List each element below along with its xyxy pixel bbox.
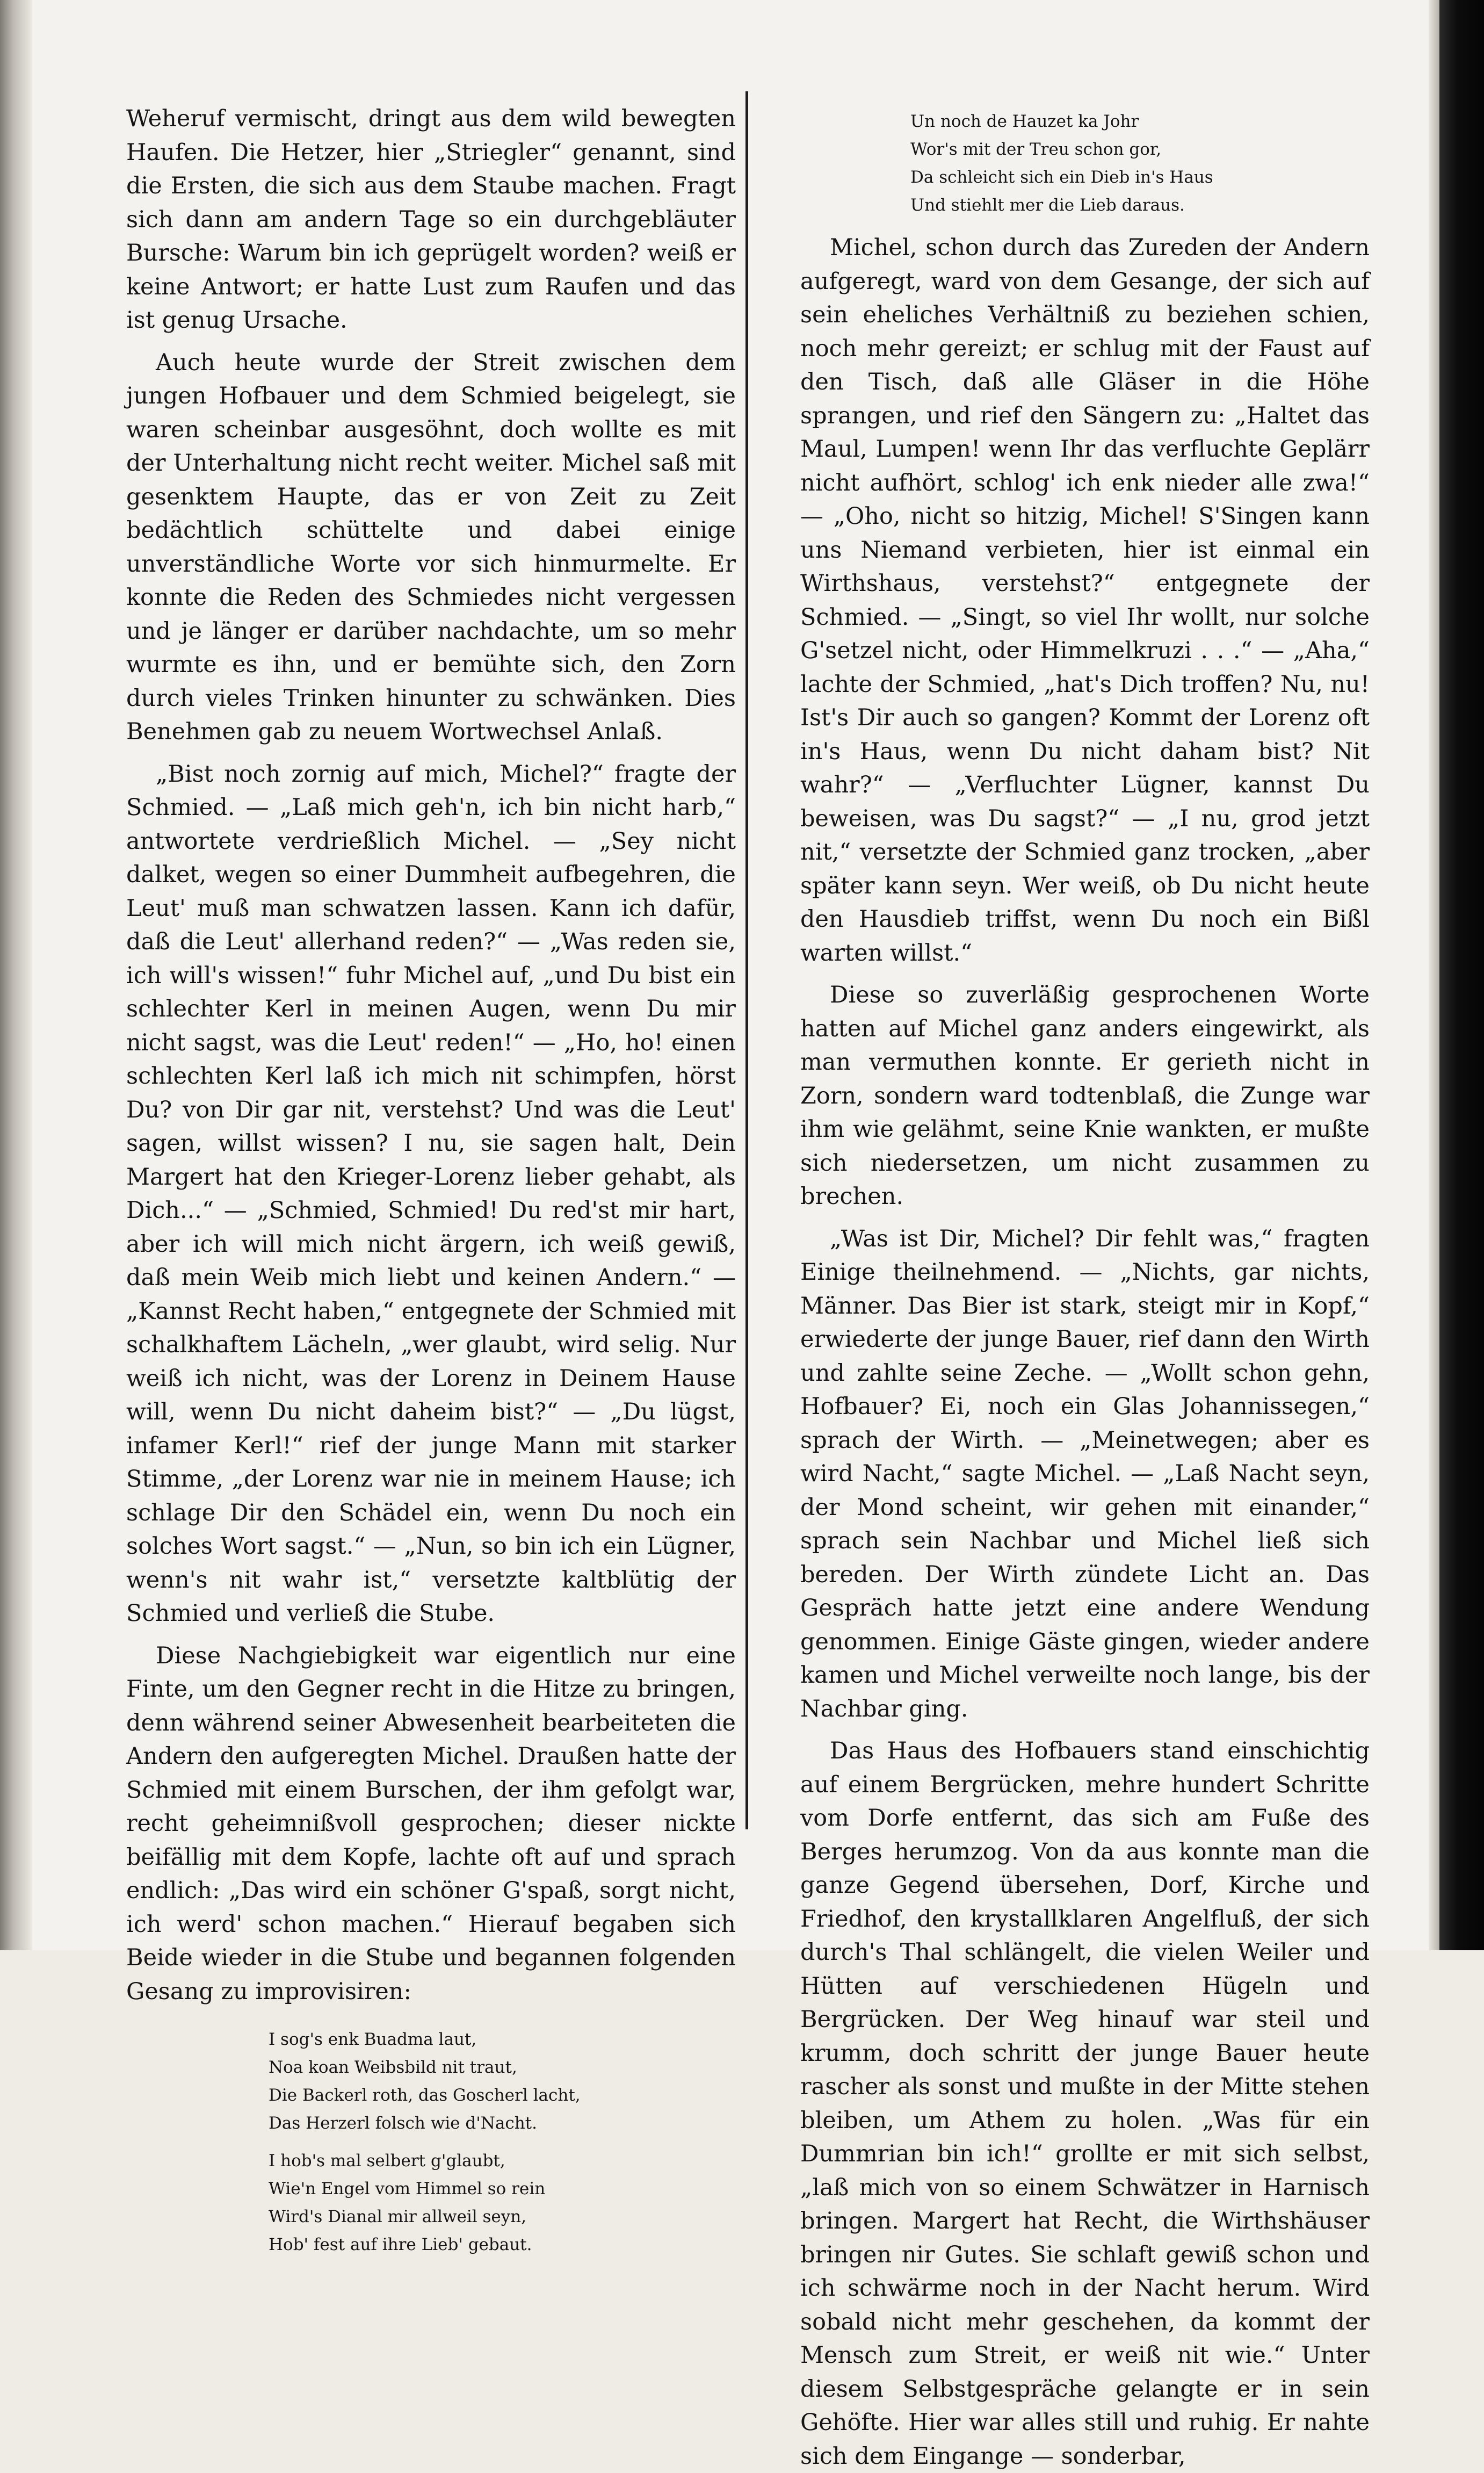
column-divider	[745, 91, 748, 1829]
verse-line: Das Herzerl folsch wie d'Nacht.	[269, 2114, 537, 2133]
verse-line: Wie'n Engel vom Himmel so rein	[269, 2179, 546, 2198]
verse-line: Wor's mit der Treu schon gor,	[910, 140, 1162, 159]
paragraph: Weheruf vermischt, dringt aus dem wild bewegten Haufen. Die Hetzer, hier „Striegler“ genannt, sind die Ersten, die sich aus dem Staube machen. Fragt sich dann am andern Tage so ein durchgebläuter Bursche: Warum bin ich geprügelt worden? weiß er keine Antwort; er hatte Lust zum Raufen und das ist genug Ursache.	[126, 105, 736, 334]
page-fold	[1429, 0, 1439, 1950]
page-edge-right	[1439, 0, 1484, 1950]
paragraph: Diese so zuverläßig gesprochenen Worte hatten auf Michel ganz anders eingewirkt, als man vermuthen konnte. Er gerieth nicht in Zorn, sondern ward todtenblaß, die Zunge war ihm wie gelähmt, seine Knie wankten, er mußte sich niedersetzen, um nicht zusammen zu brechen.	[800, 982, 1370, 1210]
verse-stanza-1	[126, 2025, 736, 2137]
verse-line: I hob's mal selbert g'glaubt,	[269, 2151, 505, 2171]
paragraph: Diese Nachgiebigkeit war eigentlich nur eine Finte, um den Gegner recht in die Hitze zu bringen, denn während seiner Abwesenheit bearbeiteten die Andern den aufgeregten Michel. Draußen hatte der Schmied mit einem Burschen, der ihm gefolgt war, recht geheimnißvoll gesprochen; dieser nickte beifällig mit dem Kopfe, lachte oft auf und sprach endlich: „Das wird ein schöner G'spaß, sorgt nicht, ich werd' schon machen.“ Hierauf begaben sich Beide wieder in die Stube und begannen folgenden Gesang zu improvisiren:	[126, 1642, 736, 2005]
right-column	[800, 107, 1370, 2470]
paragraph: Auch heute wurde der Streit zwischen dem jungen Hofbauer und dem Schmied beigelegt, sie waren scheinbar ausgesöhnt, doch wollte es mit der Unterhaltung nicht recht weiter. Michel saß mit gesenktem Haupte, das er von Zeit zu Zeit bedächtlich schüttelte und dabei einige unverständliche Worte vor sich hinmurmelte. Er konnte die Reden des Schmiedes nicht vergessen und je länger er darüber nachdachte, um so mehr wurmte es ihn, und er bemühte sich, den Zorn durch vieles Trinken hinunter zu schwänken. Dies Benehmen gab zu neuem Wortwechsel Anlaß.	[126, 349, 736, 745]
paragraph: Das Haus des Hofbauers stand einschichtig auf einem Bergrücken, mehre hundert Schritte vom Dorfe entfernt, das sich am Fuße des Berges herumzog. Von da aus konnte man die ganze Gegend übersehen, Dorf, Kirche und Friedhof, den krystallklaren Angelfluß, der sich durch's Thal schlängelt, die vielen Weiler und Hütten auf verschiedenen Hügeln und Bergrücken. Der Weg hinauf war steil und krumm, doch schritt der junge Bauer heute rascher als sonst und mußte in der Mitte stehen bleiben, um Athem zu holen. „Was für ein Dummrian bin ich!“ grollte er mit sich selbst, „laß mich von so einem Schwätzer in Harnisch bringen. Margert hat Recht, die Wirthshäuser bringen nir Gutes. Sie schlaft gewiß schon und ich schwärme noch in der Nacht herum. Wird sobald nicht mehr geschehen, da kommt der Mensch zum Streit, er weiß nit wie.“ Unter diesem Selbstgespräche gelangte er in sein Gehöfte. Hier war alles still und ruhig. Er nahte sich dem Eingange — sonderbar,	[800, 1737, 1370, 2470]
paragraph: Michel, schon durch das Zureden der Andern aufgeregt, ward von dem Gesange, der sich auf sein eheliches Verhältniß zu beziehen schien, noch mehr gereizt; er schlug mit der Faust auf den Tisch, daß alle Gläser in die Höhe sprangen, und rief den Sängern zu: „Haltet das Maul, Lumpen! wenn Ihr das verfluchte Geplärr nicht aufhört, schlog' ich enk nieder alle zwa!“ — „Oho, nicht so hitzig, Michel! S'Singen kann uns Niemand verbieten, hier ist einmal ein Wirthshaus, verstehst?“ entgegnete der Schmied. — „Singt, so viel Ihr wollt, nur solche G'setzel nicht, oder Himmelkruzi . . .“ — „Aha,“ lachte der Schmied, „hat's Dich troffen? Nu, nu! Ist's Dir auch so gangen? Kommt der Lorenz oft in's Haus, wenn Du nicht daham bist? Nit wahr?“ — „Verfluchter Lügner, kannst Du beweisen, was Du sagst?“ — „I nu, grod jetzt nit,“ versetzte der Schmied ganz trocken, „aber später kann seyn. Wer weiß, ob Du nicht heute den Hausdieb triffst, wenn Du noch ein Bißl warten willst.“	[800, 234, 1370, 967]
verse-stanza-2	[126, 2147, 736, 2259]
page-edge-left	[0, 0, 32, 1950]
verse-line: Hob' fest auf ihre Lieb' gebaut.	[269, 2235, 532, 2254]
left-column	[126, 102, 736, 2254]
verse-line: Wird's Dianal mir allweil seyn,	[269, 2207, 527, 2226]
paragraph: „Was ist Dir, Michel? Dir fehlt was,“ fragten Einige theilnehmend. — „Nichts, gar nichts, Männer. Das Bier ist stark, steigt mir in Kopf,“ erwiederte der junge Bauer, rief dann den Wirth und zahlte seine Zeche. — „Wollt schon gehn, Hofbauer? Ei, noch ein Glas Johannissegen,“ sprach der Wirth. — „Meinetwegen; aber es wird Nacht,“ sagte Michel. — „Laß Nacht seyn, der Mond scheint, wir gehen mit einander,“ sprach sein Nachbar und Michel ließ sich bereden. Der Wirth zündete Licht an. Das Gespräch hatte jetzt eine andere Wendung genommen. Einige Gäste gingen, wieder andere kamen und Michel verweilte noch lange, bis der Nachbar ging.	[800, 1225, 1370, 1722]
verse-line: Da schleicht sich ein Dieb in's Haus	[910, 168, 1213, 187]
verse-line: Die Backerl roth, das Goscherl lacht,	[269, 2086, 581, 2105]
paragraph: „Bist noch zornig auf mich, Michel?“ fragte der Schmied. — „Laß mich geh'n, ich bin nicht harb,“ antwortete verdrießlich Michel. — „Sey nicht dalket, wegen so einer Dummheit aufbegehren, die Leut' muß man schwatzen lassen. Kann ich dafür, daß die Leut' allerhand reden?“ — „Was reden sie, ich will's wissen!“ fuhr Michel auf, „und Du bist ein schlechter Kerl in meinen Augen, wenn Du mir nicht sagst, was die Leut' reden!“ — „Ho, ho! einen schlechten Kerl laß ich mich nit schimpfen, hörst Du? von Dir gar nit, verstehst? Und was die Leut' sagen, willst wissen? I nu, sie sagen halt, Dein Margert hat den Krieger-Lorenz lieber gehabt, als Dich...“ — „Schmied, Schmied! Du red'st mir hart, aber ich will mich nicht ärgern, ich weiß gewiß, daß mein Weib mich liebt und keinen Andern.“ — „Kannst Recht haben,“ entgegnete der Schmied mit schalkhaftem Lächeln, „wer glaubt, wird selig. Nur weiß ich nicht, was der Lorenz in Deinem Hause will, wenn Du nicht daheim bist?“ — „Du lügst, infamer Kerl!“ rief der junge Mann mit starker Stimme, „der Lorenz war nie in meinem Hause; ich schlage Dir den Schädel ein, wenn Du noch ein solches Wort sagst.“ — „Nun, so bin ich ein Lügner, wenn's nit wahr ist,“ versetzte kaltblütig der Schmied und verließ die Stube.	[126, 760, 736, 1627]
verse-line: Noa koan Weibsbild nit traut,	[269, 2058, 517, 2077]
verse-stanza-3	[800, 107, 1370, 219]
verse-line: Un noch de Hauzet ka Johr	[910, 112, 1139, 131]
verse-line: I sog's enk Buadma laut,	[269, 2030, 477, 2049]
verse-line: Und stiehlt mer die Lieb daraus.	[910, 196, 1185, 215]
